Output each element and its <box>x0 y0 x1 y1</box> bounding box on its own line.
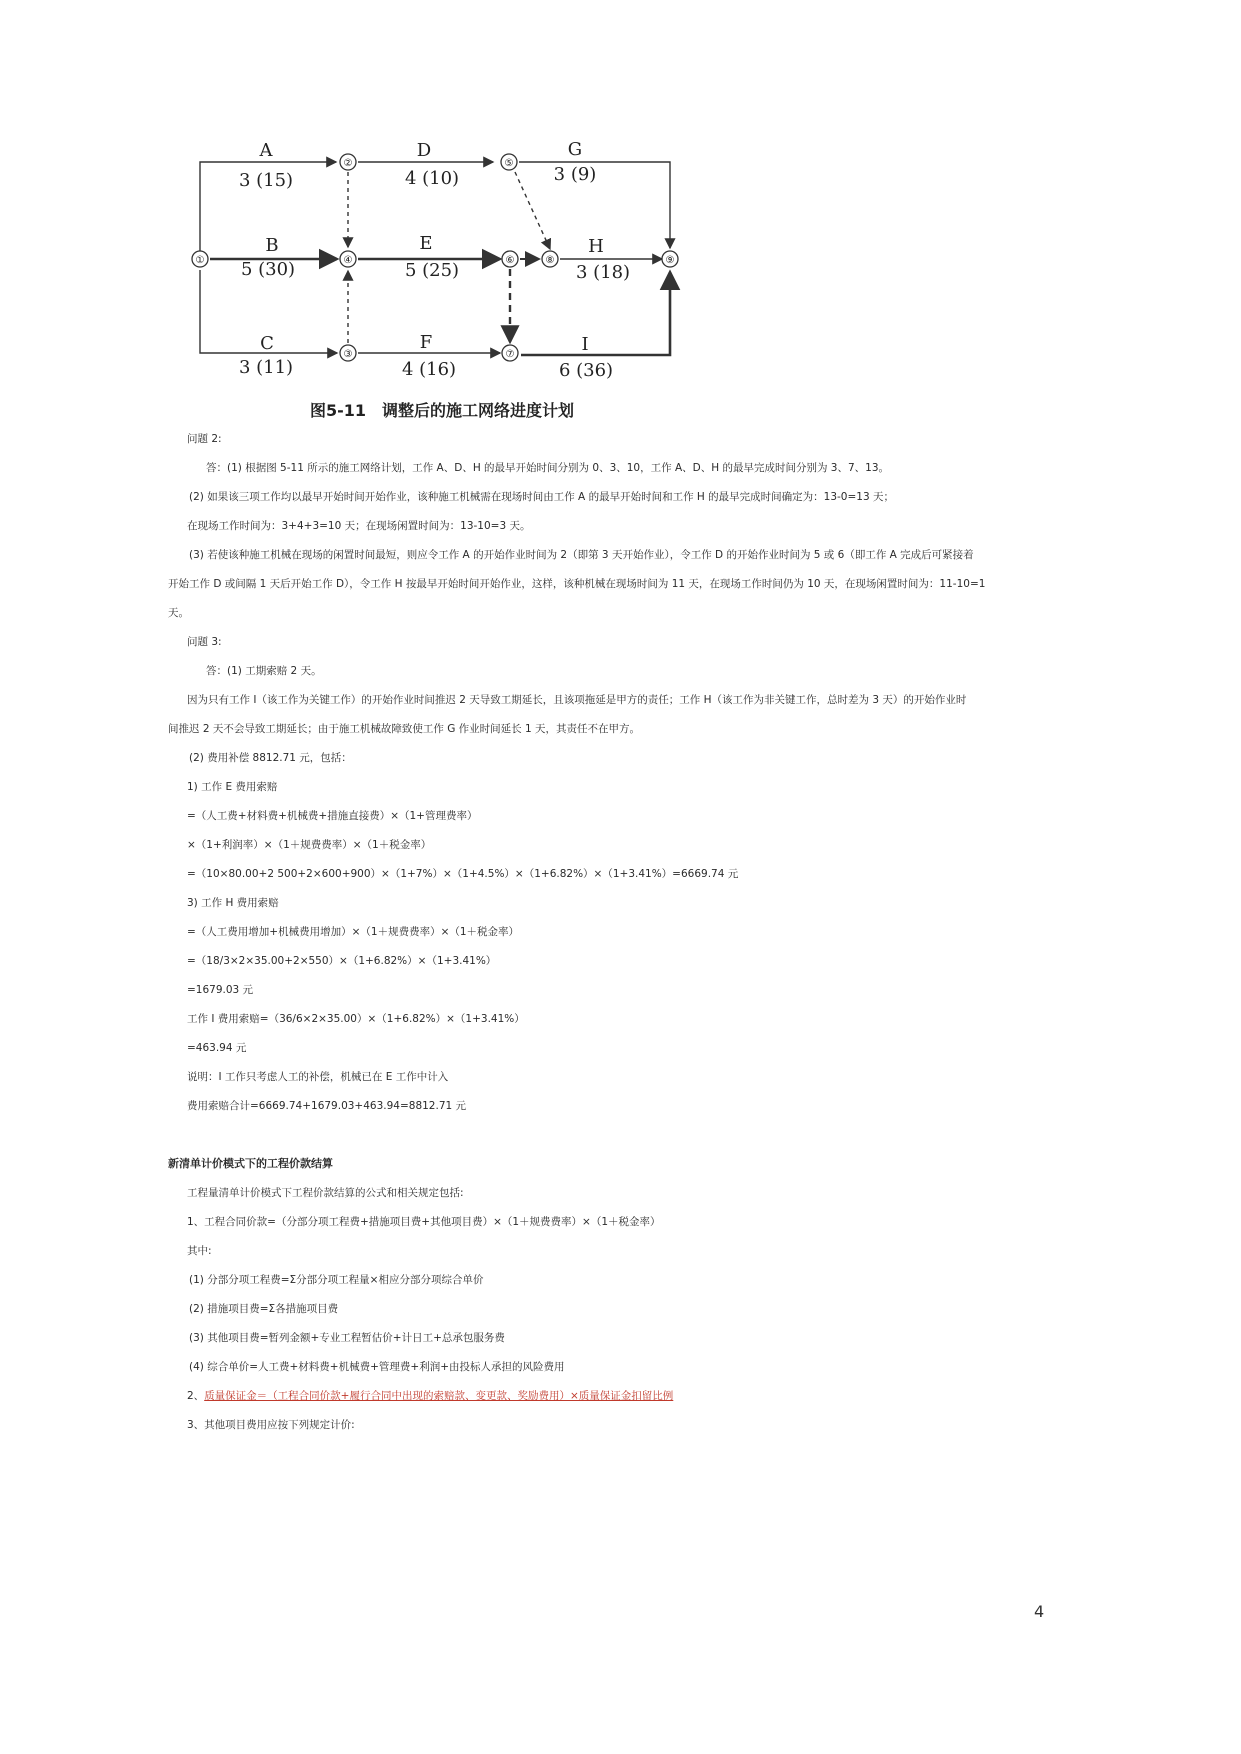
q3-answer-9: 3) 工作 H 费用索赔 <box>187 897 279 909</box>
section-title: 新清单计价模式下的工程价款结算 <box>168 1157 333 1170</box>
formula-1: 1、工程合同价款=（分部分项工程费+措施项目费+其他项目费）×（1＋规费费率）×（1＋税金率） <box>187 1216 661 1228</box>
question-3-heading: 问题 3: <box>187 636 222 648</box>
node-6-label: ⑥ <box>505 255 515 266</box>
q2-answer-6: 天。 <box>168 607 189 619</box>
q2-answer-5: 开始工作 D 或间隔 1 天后开始工作 D），令工作 H 按最早开始时间开始作业，这样，该种机械在现场时间为 11 天，在现场工作时间仍为 10 天，在现场闲置时间为：11-10=1 <box>168 578 986 590</box>
formula-1-2: (2) 措施项目费=Σ各措施项目费 <box>189 1303 339 1315</box>
dummy-5-8 <box>515 172 550 249</box>
activity-I-name: I <box>581 334 589 355</box>
q3-answer-15: 说明：I 工作只考虑人工的补偿，机械已在 E 工作中计入 <box>187 1071 449 1083</box>
q3-answer-14: =463.94 元 <box>187 1042 247 1054</box>
activity-E-value: 5 (25) <box>404 260 460 281</box>
arrow-I <box>521 272 670 355</box>
formula-where: 其中: <box>187 1245 212 1257</box>
activity-I-value: 6 (36) <box>558 360 614 381</box>
node-8-label: ⑧ <box>545 255 555 266</box>
question-2-heading: 问题 2: <box>187 433 222 445</box>
q3-answer-10: =（人工费用增加+机械费用增加）×（1＋规费费率）×（1＋税金率） <box>187 926 520 938</box>
formula-3: 3、其他项目费用应按下列规定计价: <box>187 1419 355 1431</box>
section-intro: 工程量清单计价模式下工程价款结算的公式和相关规定包括: <box>187 1187 464 1199</box>
formula-1-3: (3) 其他项目费=暂列金额+专业工程暂估价+计日工+总承包服务费 <box>189 1332 505 1344</box>
q3-answer-1: 答：(1) 工期索赔 2 天。 <box>206 665 322 677</box>
q2-answer-1: 答：(1) 根据图 5-11 所示的施工网络计划，工作 A、D、H 的最早开始时间分别为 0、3、10，工作 A、D、H 的最早完成时间分别为 3、7、13。 <box>206 462 890 474</box>
q3-answer-13: 工作 I 费用索赔=（36/6×2×35.00）×（1+6.82%）×（1+3.41%） <box>187 1013 525 1025</box>
page-number: 4 <box>1034 1602 1045 1621</box>
q2-answer-3: 在现场工作时间为：3+4+3=10 天；在现场闲置时间为：13-10=3 天。 <box>187 520 531 532</box>
node-2-label: ② <box>343 158 353 169</box>
q3-answer-2: 因为只有工作 I（该工作为关键工作）的开始作业时间推迟 2 天导致工期延长，且该项拖延是甲方的责任；工作 H（该工作为非关键工作，总时差为 3 天）的开始作业时 <box>187 694 967 706</box>
activity-A-value: 3 (15) <box>238 170 294 191</box>
activity-F-value: 4 (16) <box>401 359 457 380</box>
q3-answer-7: ×（1+利润率）×（1＋规费费率）×（1＋税金率） <box>187 839 432 851</box>
node-3-label: ③ <box>343 349 353 360</box>
network-diagram <box>195 130 720 430</box>
formula-2-highlight: 质量保证金＝（工程合同价款+履行合同中出现的索赔款、变更款、奖励费用）×质量保证金扣留比例 <box>204 1390 674 1402</box>
node-1-label: ① <box>195 255 205 266</box>
q2-answer-4: (3) 若使该种施工机械在现场的闲置时间最短，则应令工作 A 的开始作业时间为 2（即第 3 天开始作业），令工作 D 的开始作业时间为 5 或 6（即工作 A 完成后可紧接着 <box>189 549 974 561</box>
activity-F-name: F <box>419 332 433 353</box>
activity-B-value: 5 (30) <box>240 259 296 280</box>
q2-answer-2: (2) 如果该三项工作均以最早开始时间开始作业，该种施工机械需在现场时间由工作 A 的最早开始时间和工作 H 的最早完成时间确定为：13-0=13 天； <box>189 491 894 503</box>
activity-B-name: B <box>265 235 279 256</box>
activity-D-name: D <box>416 140 432 161</box>
activity-C-name: C <box>260 333 274 354</box>
formula-2 <box>187 1389 673 1403</box>
formula-1-1: (1) 分部分项工程费=Σ分部分项工程量×相应分部分项综合单价 <box>189 1274 484 1286</box>
activity-A-name: A <box>259 140 273 161</box>
activity-G-value: 3 (9) <box>553 164 597 185</box>
node-4-label: ④ <box>343 255 353 266</box>
activity-D-value: 4 (10) <box>404 168 460 189</box>
activity-H-value: 3 (18) <box>575 262 631 283</box>
q3-answer-16: 费用索赔合计=6669.74+1679.03+463.94=8812.71 元 <box>187 1100 467 1112</box>
formula-1-4: (4) 综合单价=人工费+材料费+机械费+管理费+利润+由投标人承担的风险费用 <box>189 1361 565 1373</box>
q3-answer-8: =（10×80.00+2 500+2×600+900）×（1+7%）×（1+4.5%）×（1+6.82%）×（1+3.41%）=6669.74 元 <box>187 868 739 880</box>
activity-C-value: 3 (11) <box>238 357 294 378</box>
q3-answer-4: (2) 费用补偿 8812.71 元，包括： <box>189 752 352 764</box>
node-9-label: ⑨ <box>665 255 675 266</box>
formula-2-prefix: 2、 <box>187 1390 205 1402</box>
node-7-label: ⑦ <box>505 349 515 360</box>
diagram-caption: 图5-11 调整后的施工网络进度计划 <box>309 401 575 420</box>
activity-E-name: E <box>419 233 433 254</box>
q3-answer-11: =（18/3×2×35.00+2×550）×（1+6.82%）×（1+3.41%） <box>187 955 497 967</box>
q3-answer-3: 间推迟 2 天不会导致工期延长；由于施工机械故障致使工作 G 作业时间延长 1 天，其责任不在甲方。 <box>168 723 641 735</box>
q3-answer-12: =1679.03 元 <box>187 984 254 996</box>
activity-G-name: G <box>567 139 583 160</box>
q3-answer-5: 1) 工作 E 费用索赔 <box>187 781 278 793</box>
node-5-label: ⑤ <box>504 158 514 169</box>
activity-H-name: H <box>588 236 604 257</box>
q3-answer-6: =（人工费+材料费+机械费+措施直接费）×（1+管理费率） <box>187 810 478 822</box>
